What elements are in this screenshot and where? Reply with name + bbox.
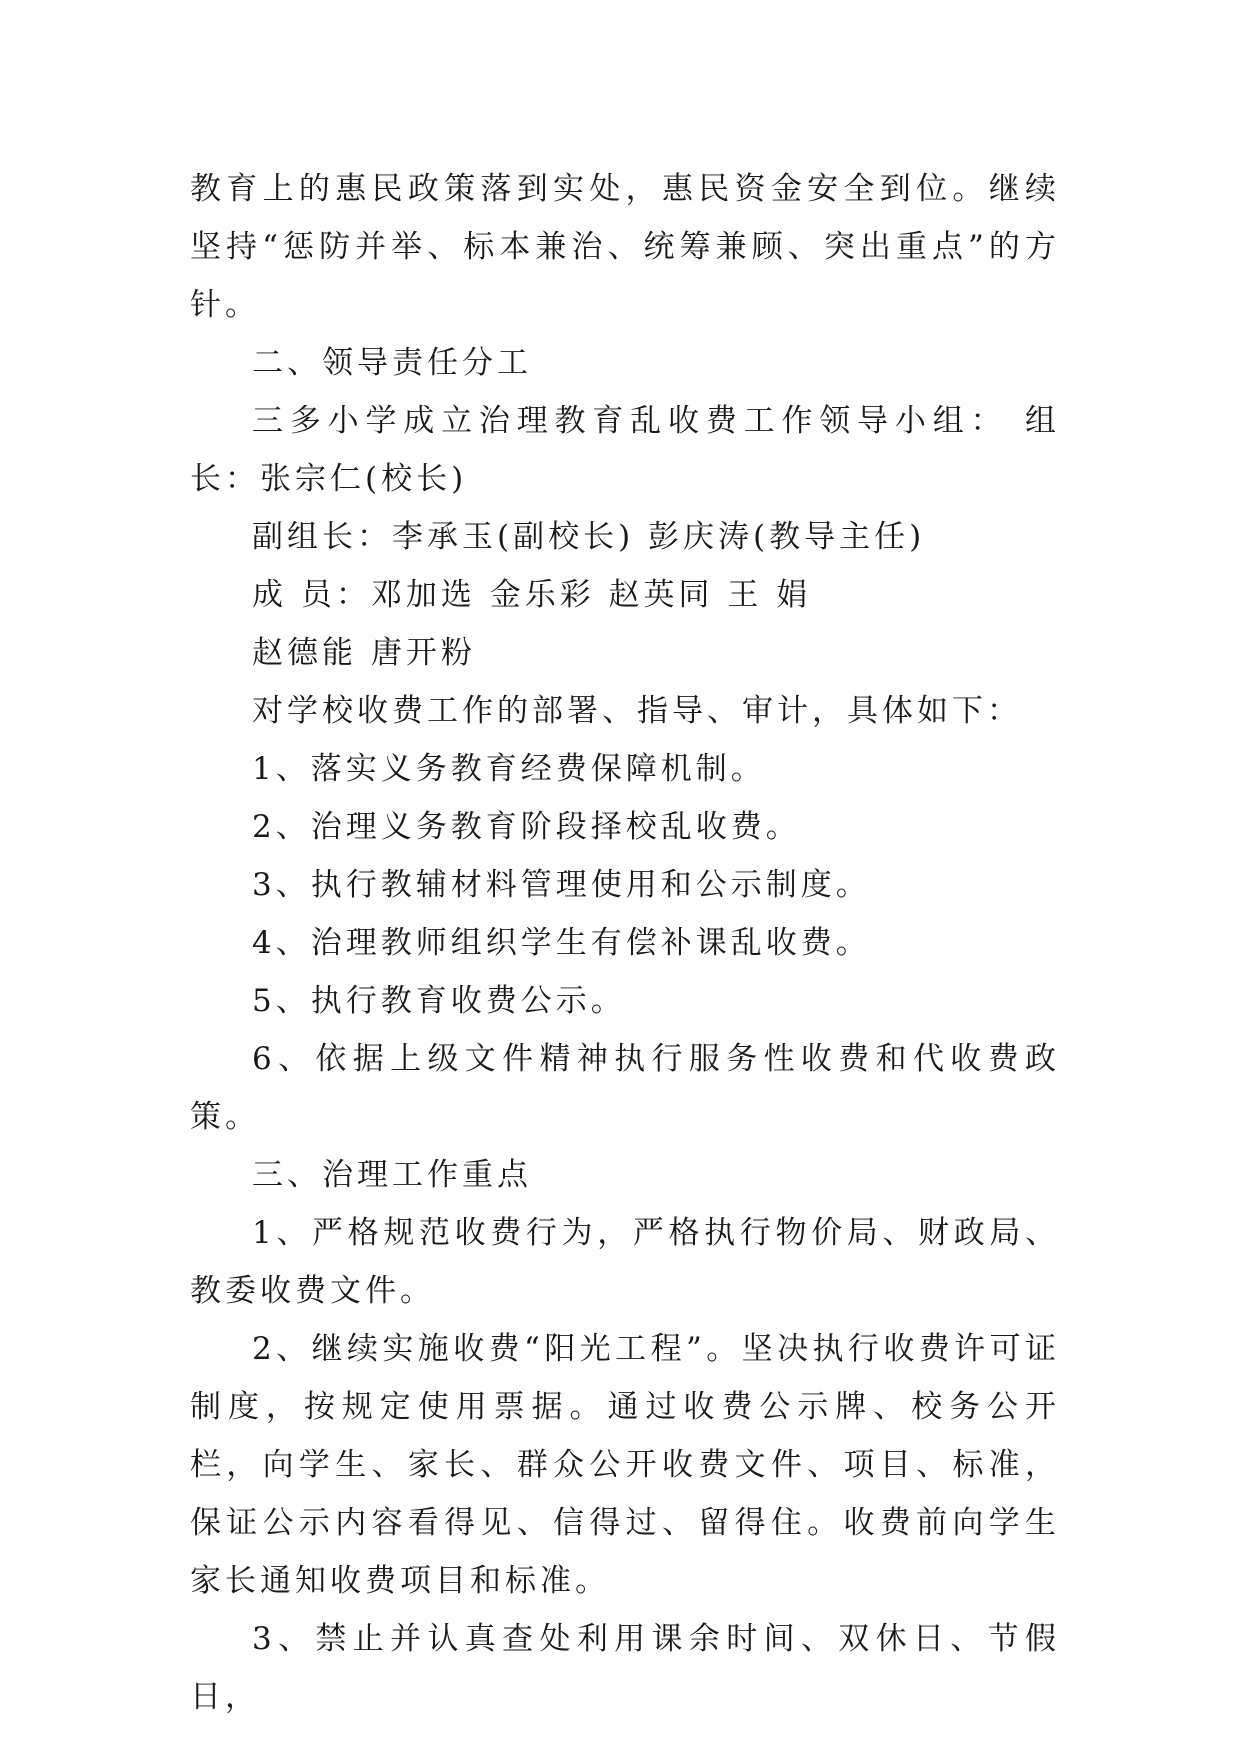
list-item-duty-2: 2、治理义务教育阶段择校乱收费。 — [252, 809, 801, 845]
paragraph-members: 成 员：邓加选 金乐彩 赵英同 王 娟 — [252, 577, 812, 613]
list-item-duty-3: 3、执行教辅材料管理使用和公示制度。 — [252, 867, 871, 903]
list-item-duty-1: 1、落实义务教育经费保障机制。 — [252, 751, 766, 787]
paragraph-duties-intro: 对学校收费工作的部署、指导、审计，具体如下： — [252, 693, 1022, 729]
paragraph-deputy-leaders: 副组长：李承玉(副校长) 彭庆涛(教导主任) — [252, 519, 926, 555]
list-item-key-work-1: 1、严格规范收费行为，严格执行物价局、财政局、教委收费文件。 — [190, 1215, 1060, 1309]
list-item-key-work-2: 2、继续实施收费“阳光工程”。坚决执行收费许可证制度，按规定使用票据。通过收费公示牌、校务公开栏，向学生、家长、群众公开收费文件、项目、标准，保证公示内容看得见、信得过、留得住。收费前向学生家长通知收费项目和标准。 — [190, 1331, 1060, 1599]
section-heading-leadership: 二、领导责任分工 — [252, 345, 532, 381]
list-item-duty-6: 6、依据上级文件精神执行服务性收费和代收费政策。 — [190, 1041, 1060, 1135]
list-item-duty-4: 4、治理教师组织学生有偿补课乱收费。 — [252, 925, 871, 961]
section-heading-key-work: 三、治理工作重点 — [252, 1157, 532, 1193]
paragraph-leading-group: 三多小学成立治理教育乱收费工作领导小组： 组 长：张宗仁(校长) — [190, 403, 1060, 497]
paragraph-members-continued: 赵德能 唐开粉 — [252, 635, 476, 671]
document-body — [190, 160, 1060, 1726]
list-item-duty-5: 5、执行教育收费公示。 — [252, 983, 626, 1019]
list-item-key-work-3: 3、禁止并认真查处利用课余时间、双休日、节假日， — [190, 1621, 1060, 1715]
paragraph-policy-continuation: 教育上的惠民政策落到实处，惠民资金安全到位。继续坚持“惩防并举、标本兼治、统筹兼顾、突出重点”的方针。 — [190, 171, 1060, 323]
